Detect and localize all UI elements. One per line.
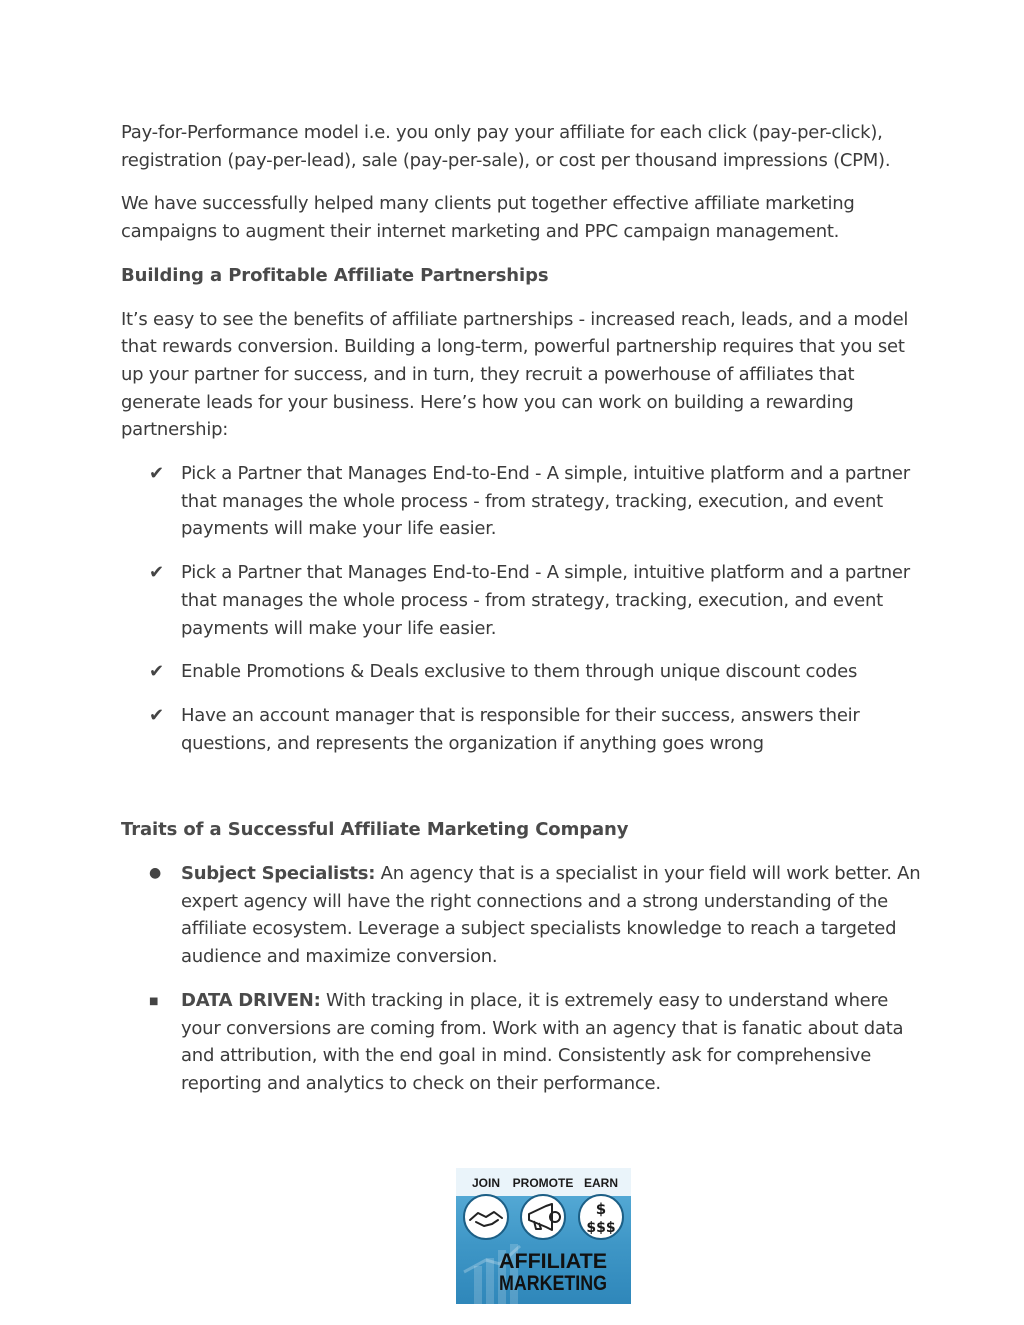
checkmark-icon: ✔ (149, 562, 164, 584)
logo-dollar-bottom: $$$ (586, 1220, 616, 1236)
trait-text: An agency that is a specialist in your field will work better. An expert agency will have the right connections and a strong understanding of the affiliate ecosystem. Leverage a subject specialists knowledge to reach a targeted audience and maximize conversion. (181, 863, 921, 968)
logo-dollar-top: $ (595, 1200, 607, 1218)
logo-title-line1: AFFILIATE (499, 1250, 607, 1273)
trait-text: With tracking in place, it is extremely easy to understand where your conversions are coming from. Work with an agency that is fanatic about data and attribution, with the end goal in mind. Consistently ask for comprehensive reporting and analytics to check on their performance. (181, 989, 904, 1094)
megaphone-icon (521, 1195, 565, 1239)
affiliate-marketing-graphic (456, 1168, 631, 1304)
section-heading-partnerships: Building a Profitable Affiliate Partnerships (121, 264, 549, 286)
trait-label: Subject Specialists: (181, 863, 376, 885)
trait-label: DATA DRIVEN: (181, 989, 321, 1011)
checklist-item-text: Enable Promotions & Deals exclusive to them through unique discount codes (181, 661, 858, 683)
logo-title-line2: MARKETING (499, 1272, 607, 1295)
traits-list-item (121, 860, 921, 971)
checklist-item (121, 559, 921, 642)
bullet-dot-icon: ● (149, 865, 161, 882)
traits-list (121, 860, 921, 1098)
partnerships-paragraph: It’s easy to see the benefits of affiliate partnerships - increased reach, leads, and a model that rewards conversion. Building a long-term, powerful partnership requires that you set up your partner for success, and in turn, they recruit a powerhouse of affiliates that generate leads for your business. Here’s how you can work on building a rewarding partnership: (121, 308, 909, 441)
section-heading-traits: Traits of a Successful Affiliate Marketing Company (121, 819, 629, 841)
intro-paragraph-1: Pay-for-Performance model i.e. you only pay your affiliate for each click (pay-per-click), registration (pay-per-lead), sale (pay-per-sale), or cost per thousand impressions (CPM). (121, 122, 891, 171)
logo-step-promote: PROMOTE (512, 1176, 574, 1190)
checklist-item (121, 658, 921, 686)
checkmark-icon: ✔ (149, 704, 164, 726)
document-page (121, 119, 921, 1114)
logo-step-earn: EARN (583, 1176, 619, 1190)
checklist-item-text: Pick a Partner that Manages End-to-End - A simple, intuitive platform and a partner that manages the whole process - from strategy, tracking, execution, and event payments will make your life easier. (181, 463, 910, 540)
intro-paragraph-2: We have successfully helped many clients put together effective affiliate marketing campaigns to augment their internet marketing and PPC campaign management. (121, 193, 855, 243)
affiliate-marketing-logo (456, 1168, 631, 1304)
bullet-square-icon: ■ (149, 995, 159, 1007)
section-spacer (121, 773, 921, 816)
checkmark-icon: ✔ (149, 463, 164, 485)
checklist-item (121, 460, 921, 543)
checklist-item-text: Pick a Partner that Manages End-to-End - A simple, intuitive platform and a partner that manages the whole process - from strategy, tracking, execution, and event payments will make your life easier. (181, 562, 910, 639)
checklist-item-text: Have an account manager that is responsible for their success, answers their questions, and represents the organization if anything goes wrong (181, 704, 860, 754)
checklist-item (121, 702, 921, 757)
traits-list-item (121, 987, 921, 1098)
checklist (121, 460, 921, 757)
checkmark-icon: ✔ (149, 661, 164, 683)
logo-step-join: JOIN (471, 1176, 501, 1190)
